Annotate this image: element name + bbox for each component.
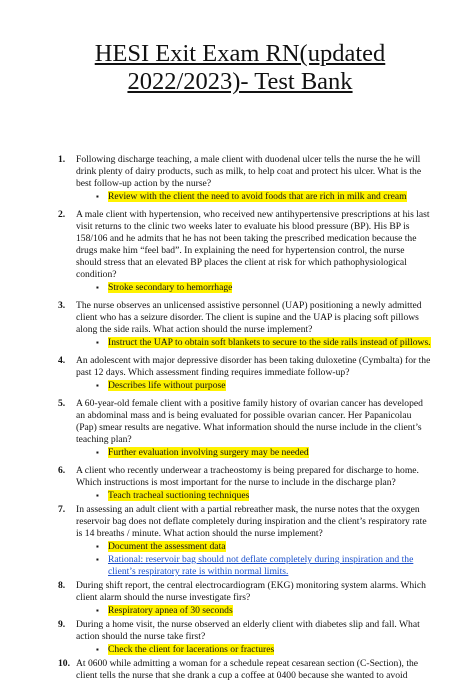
- question-number: 10.: [58, 658, 70, 669]
- question-text: In assessing an adult client with a partial rebreather mask, the nurse notes that the oxygen reservoir bag does not deflate completely during inspiration and the client’s respiratory rate is 14 breaths / minute. What action should the nurse implement?: [76, 504, 427, 539]
- question-item: [58, 619, 432, 656]
- answer-text: Check the client for lacerations or fractures: [108, 644, 275, 655]
- answer: [76, 380, 432, 392]
- answer-text: Further evaluation involving surgery may be needed: [108, 447, 309, 458]
- answer: [76, 541, 432, 553]
- bullet-icon: ▪: [96, 542, 99, 551]
- question-text: A male client with hypertension, who received new antihypertensive prescriptions at his last visit returns to the clinic two weeks later to evaluate his blood pressure (BP). His BP is 158/106 and he admits that he has not been taking the prescribed medication because the drugs make him “feel bad”. In explaining the need for hypertension control, the nurse should stress that an elevated BP places the client at risk for which pathophysiological condition?: [76, 209, 430, 280]
- question-item: [58, 398, 432, 459]
- question-item: [58, 355, 432, 392]
- question-text: Following discharge teaching, a male client with duodenal ulcer tells the nurse the he will drink plenty of dairy products, such as milk, to help coat and protect his ulcer. What is the best follow-up action by the nurse?: [76, 154, 422, 189]
- question-item: [58, 209, 432, 294]
- question-text: An adolescent with major depressive disorder has been taking duloxetine (Cymbalta) for the past 12 days. Which assessment finding requires immediate follow-up?: [76, 355, 431, 378]
- question-number: 6.: [58, 465, 66, 476]
- question-number: 1.: [58, 154, 66, 165]
- question-item: [58, 154, 432, 203]
- question-text: A client who recently underwear a tracheostomy is being prepared for discharge to home. Which instructions is most important for the nurse to include in the discharge plan?: [76, 465, 419, 488]
- answer-text: Instruct the UAP to obtain soft blankets to secure to the side rails instead of pillows.: [108, 337, 431, 348]
- answer: [76, 282, 432, 294]
- question-item: [58, 504, 432, 578]
- rationale: [76, 554, 432, 578]
- answer-text: Stroke secondary to hemorrhage: [108, 282, 233, 293]
- answer: [76, 447, 432, 459]
- answer: [76, 644, 432, 656]
- bullet-icon: ▪: [96, 491, 99, 500]
- answer: [76, 490, 432, 502]
- question-item: [58, 465, 432, 502]
- bullet-icon: ▪: [96, 381, 99, 390]
- page-title: [48, 40, 432, 96]
- answer-text: Describes life without purpose: [108, 380, 226, 391]
- answer-text: Document the assessment data: [108, 541, 226, 552]
- title-line-1: HESI Exit Exam RN(updated: [94, 40, 386, 67]
- question-number: 5.: [58, 398, 66, 409]
- question-text: A 60-year-old female client with a positive family history of ovarian cancer has developed an abdominal mass and is being evaluated for possible ovarian cancer. Her Papanicolau (Pap) smear results are negative. What information should the nurse include in the client’s teaching plan?: [76, 398, 423, 445]
- question-number: 8.: [58, 580, 66, 591]
- bullet-icon: ▪: [96, 448, 99, 457]
- answer-text: Teach tracheal suctioning techniques: [108, 490, 250, 501]
- question-list: [58, 154, 432, 682]
- question-text: At 0600 while admitting a woman for a schedule repeat cesarean section (C-Section), the client tells the nurse that she drank a cup a coffee at 0400 because she wanted to avoid: [76, 658, 419, 681]
- bullet-icon: ▪: [96, 338, 99, 347]
- title-line-2: 2022/2023)- Test Bank: [127, 68, 353, 95]
- question-number: 4.: [58, 355, 66, 366]
- bullet-icon: ▪: [96, 606, 99, 615]
- question-text: During a home visit, the nurse observed an elderly client with diabetes slip and fall. What action should the nurse take first?: [76, 619, 420, 642]
- question-number: 7.: [58, 504, 66, 515]
- answer-text: Respiratory apnea of 30 seconds: [108, 605, 233, 616]
- question-text: During shift report, the central electrocardiogram (EKG) monitoring system alarms. Which client alarm should the nurse investigate firs?: [76, 580, 426, 603]
- question-number: 9.: [58, 619, 66, 630]
- bullet-icon: ▪: [96, 555, 99, 564]
- question-number: 2.: [58, 209, 66, 220]
- bullet-icon: ▪: [96, 645, 99, 654]
- question-text: The nurse observes an unlicensed assistive personnel (UAP) positioning a newly admitted client who has a seizure disorder. The client is supine and the UAP is placing soft pillows along the side rails. What action should the nurse implement?: [76, 300, 422, 335]
- question-number: 3.: [58, 300, 66, 311]
- question-item: [58, 658, 432, 682]
- answer: [76, 191, 432, 203]
- question-item: [58, 300, 432, 349]
- bullet-icon: ▪: [96, 283, 99, 292]
- question-item: [58, 580, 432, 617]
- answer: [76, 337, 432, 349]
- answer-text: Review with the client the need to avoid foods that are rich in milk and cream: [108, 191, 407, 202]
- answer: [76, 605, 432, 617]
- rationale-text: Rational: reservoir bag should not deflate completely during inspiration and the client’s respiratory rate is within normal limits.: [108, 554, 414, 577]
- bullet-icon: ▪: [96, 192, 99, 201]
